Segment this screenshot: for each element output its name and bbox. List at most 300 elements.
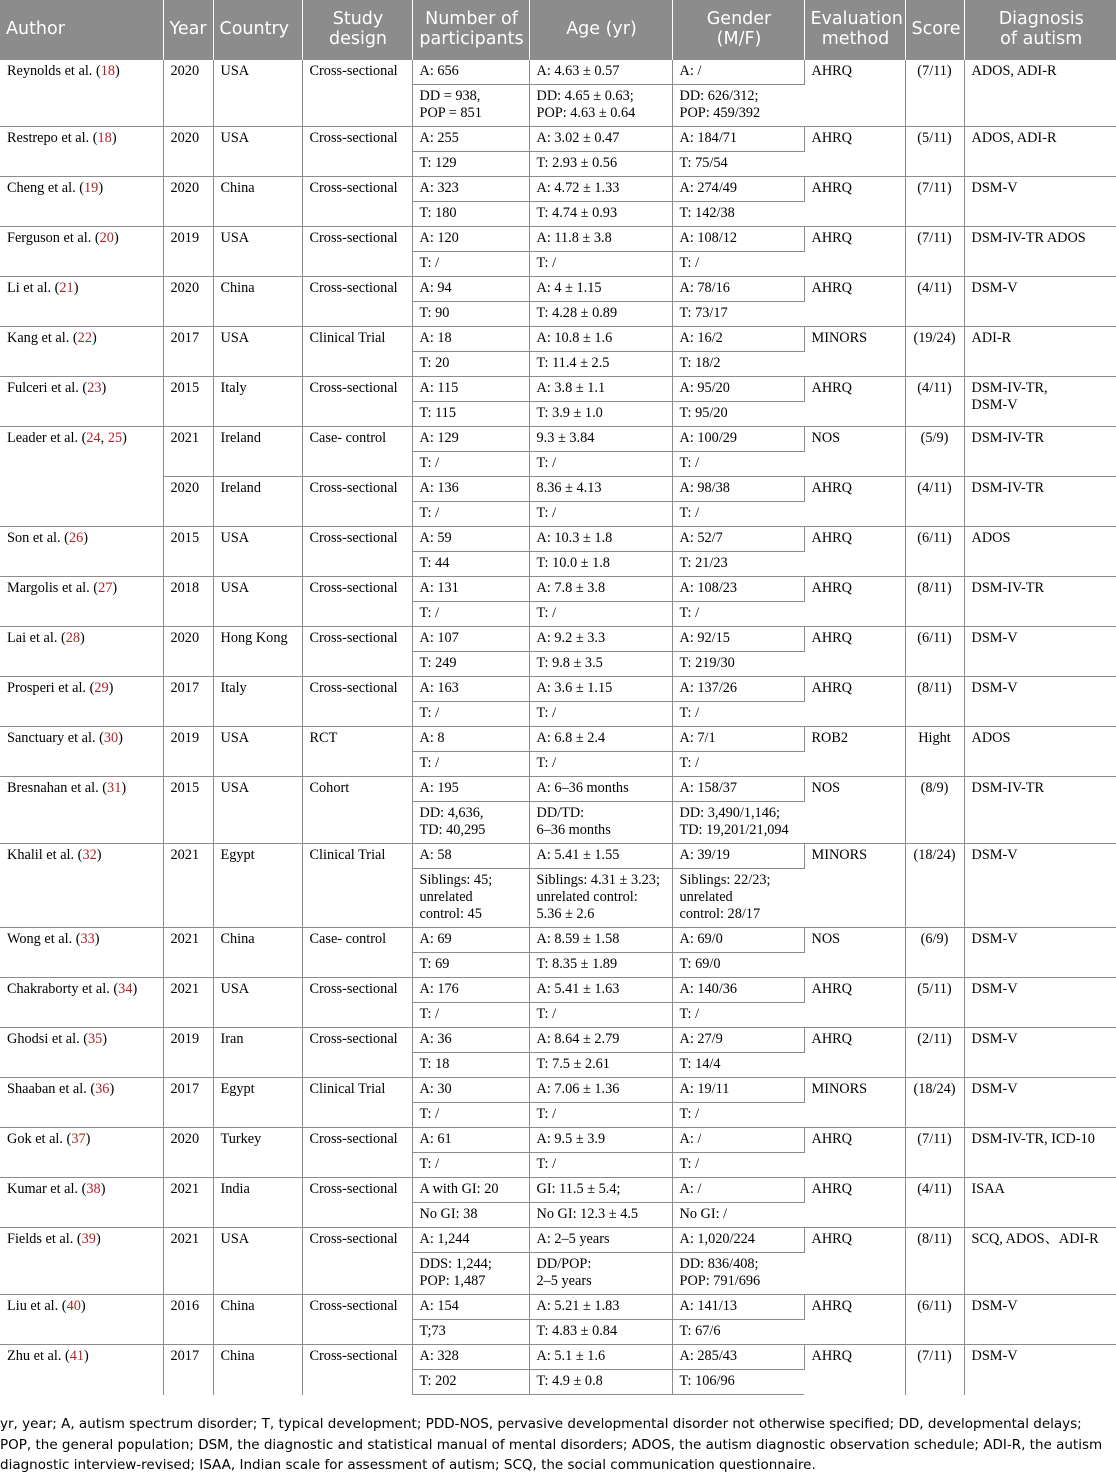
age-cell: [529, 1128, 672, 1153]
participants-cell: [412, 1253, 529, 1295]
evaluation-cell-text: AHRQ: [811, 580, 853, 596]
participants-cell: [412, 869, 529, 928]
gender-cell-text: T: /: [679, 1106, 700, 1122]
age-cell-text: A: 10.3 ± 1.8: [536, 530, 613, 546]
reference-link[interactable]: 31: [107, 780, 122, 796]
age-cell-text: No GI: 12.3 ± 4.5: [536, 1206, 639, 1222]
reference-link[interactable]: 26: [68, 530, 84, 546]
participants-cell-text: T: 20: [419, 355, 450, 371]
evaluation-cell-text: AHRQ: [811, 630, 853, 646]
col-evaluation: Evaluation method: [804, 0, 905, 60]
table-row: [0, 177, 1116, 202]
participants-cell-text: A: 94: [419, 280, 452, 296]
reference-link[interactable]: 36: [95, 1081, 110, 1097]
diagnosis-cell-text: ADI-R: [971, 330, 1012, 346]
diagnosis-cell: [964, 327, 1116, 377]
score-cell-text: (18/24): [913, 1081, 956, 1097]
country-cell: [213, 60, 302, 127]
score-cell: [905, 427, 964, 477]
age-cell-text: T: /: [536, 1006, 557, 1022]
age-cell-text: T: 2.93 ± 0.56: [536, 155, 618, 171]
reference-link[interactable]: 32: [82, 847, 97, 863]
reference-link[interactable]: 18: [100, 63, 116, 79]
participants-cell: [412, 377, 529, 402]
col-country: Country: [213, 0, 302, 60]
score-cell-text: (8/11): [917, 580, 952, 596]
age-cell-text: A: 3.8 ± 1.1: [536, 380, 606, 396]
design-cell: [302, 577, 412, 627]
author-cell: Restrepo et al. (18): [0, 127, 163, 177]
age-cell-text: A: 8.64 ± 2.79: [536, 1031, 620, 1047]
author-name: Cheng et al. (: [7, 180, 85, 196]
year-cell: [163, 60, 213, 127]
score-cell-text: (19/24): [913, 330, 956, 346]
gender-cell-text: T: 95/20: [679, 405, 728, 421]
score-cell: [905, 844, 964, 928]
diagnosis-cell: [964, 978, 1116, 1028]
age-cell-text: 8.36 ± 4.13: [536, 480, 602, 496]
author-name: Ghodsi et al. (: [7, 1031, 88, 1047]
age-cell-text: T: /: [536, 1106, 557, 1122]
gender-cell-text: A: /: [679, 1131, 702, 1147]
gender-cell-text: A: 108/23: [679, 580, 738, 596]
participants-cell-text: A: 656: [419, 63, 459, 79]
score-cell-text: (5/11): [917, 130, 952, 146]
country-cell-text: China: [220, 1298, 255, 1314]
diagnosis-cell: [964, 1178, 1116, 1228]
score-cell: [905, 777, 964, 844]
age-cell: [529, 602, 672, 627]
evaluation-cell-text: ROB2: [811, 730, 849, 746]
gender-cell: [672, 152, 804, 177]
gender-cell: [672, 1128, 804, 1153]
design-cell: [302, 327, 412, 377]
evaluation-cell: [804, 978, 905, 1028]
design-cell-text: Cross-sectional: [309, 480, 398, 496]
gender-cell: [672, 277, 804, 302]
diagnosis-cell: [964, 777, 1116, 844]
table-row: [0, 727, 1116, 752]
author-cell: Wong et al. (33): [0, 928, 163, 978]
author-cell: Ferguson et al. (20): [0, 227, 163, 277]
evaluation-cell: [804, 60, 905, 127]
design-cell-text: Case- control: [309, 931, 387, 947]
reference-link[interactable]: 40: [66, 1298, 81, 1314]
participants-cell-text: A: 58: [419, 847, 452, 863]
author-name: Margolis et al. (: [7, 580, 99, 596]
participants-cell-text: T: 44: [419, 555, 450, 571]
participants-cell: [412, 352, 529, 377]
year-cell: [163, 377, 213, 427]
age-cell: [529, 1003, 672, 1028]
participants-cell-text: A: 154: [419, 1298, 459, 1314]
participants-cell-text: T: 69: [419, 956, 450, 972]
gender-cell-text: T: /: [679, 1006, 700, 1022]
year-cell: [163, 727, 213, 777]
country-cell-text: Hong Kong: [220, 630, 288, 646]
reference-link[interactable]: 21: [59, 280, 74, 296]
gender-cell: [672, 627, 804, 652]
gender-cell: [672, 127, 804, 152]
age-cell-text: DD/POP: 2–5 years: [536, 1256, 592, 1289]
country-cell: [213, 627, 302, 677]
diagnosis-cell-text: ADOS: [971, 530, 1011, 546]
gender-cell-text: A: 19/11: [679, 1081, 730, 1097]
year-cell: [163, 1178, 213, 1228]
reference-link[interactable]: 20: [99, 230, 114, 246]
evaluation-cell-text: NOS: [811, 780, 841, 796]
year-cell: [163, 477, 213, 527]
diagnosis-cell: [964, 677, 1116, 727]
participants-cell: [412, 777, 529, 802]
score-cell-text: (4/11): [917, 1181, 952, 1197]
score-cell: [905, 1295, 964, 1345]
gender-cell: [672, 1078, 804, 1103]
gender-cell: [672, 302, 804, 327]
country-cell: [213, 844, 302, 928]
author-name: Ferguson et al. (: [7, 230, 100, 246]
age-cell-text: A: 5.1 ± 1.6: [536, 1348, 606, 1364]
age-cell-text: T: 10.0 ± 1.8: [536, 555, 610, 571]
age-cell-text: T: /: [536, 605, 557, 621]
evaluation-cell: [804, 377, 905, 427]
participants-cell-text: A: 195: [419, 780, 459, 796]
reference-link[interactable]: 41: [69, 1348, 85, 1364]
reference-link[interactable]: 25: [107, 430, 123, 446]
participants-cell-text: A with GI: 20: [419, 1181, 499, 1197]
table-row: [0, 1228, 1116, 1253]
evaluation-cell: [804, 677, 905, 727]
author-cell: Lai et al. (28): [0, 627, 163, 677]
age-cell-text: A: 7.06 ± 1.36: [536, 1081, 620, 1097]
participants-cell-text: No GI: 38: [419, 1206, 478, 1222]
country-cell-text: USA: [220, 780, 250, 796]
author-name: Bresnahan et al. (: [7, 780, 108, 796]
country-cell-text: USA: [220, 230, 250, 246]
gender-cell-text: T: /: [679, 755, 700, 771]
participants-cell: [412, 1295, 529, 1320]
participants-cell: [412, 302, 529, 327]
country-cell: [213, 427, 302, 477]
country-cell: [213, 577, 302, 627]
gender-cell: [672, 702, 804, 727]
diagnosis-cell-text: DSM-V: [971, 680, 1018, 696]
design-cell-text: Cross-sectional: [309, 1131, 398, 1147]
age-cell-text: A: 11.8 ± 3.8: [536, 230, 612, 246]
gender-cell: [672, 402, 804, 427]
age-cell-text: A: 3.6 ± 1.15: [536, 680, 613, 696]
participants-cell: [412, 1128, 529, 1153]
design-cell: [302, 1228, 412, 1295]
gender-cell: [672, 1228, 804, 1253]
diagnosis-cell-text: DSM-IV-TR: [971, 780, 1045, 796]
age-cell: [529, 477, 672, 502]
evaluation-cell: [804, 427, 905, 477]
score-cell: [905, 327, 964, 377]
score-cell-text: (18/24): [913, 847, 956, 863]
diagnosis-cell-text: ISAA: [971, 1181, 1005, 1197]
country-cell-text: China: [220, 280, 255, 296]
participants-cell-text: A: 131: [419, 580, 459, 596]
author-cell: Shaaban et al. (36): [0, 1078, 163, 1128]
year-cell-text: 2015: [170, 780, 200, 796]
country-cell-text: USA: [220, 580, 250, 596]
gender-cell: [672, 777, 804, 802]
reference-link[interactable]: 34: [118, 981, 133, 997]
age-cell-text: T: 3.9 ± 1.0: [536, 405, 603, 421]
age-cell: [529, 202, 672, 227]
age-cell-text: T: 8.35 ± 1.89: [536, 956, 618, 972]
gender-cell-text: T: /: [679, 255, 700, 271]
reference-link[interactable]: 37: [71, 1131, 86, 1147]
reference-link[interactable]: 30: [103, 730, 119, 746]
age-cell: [529, 777, 672, 802]
design-cell: [302, 60, 412, 127]
author-name: Kang et al. (: [7, 330, 78, 346]
reference-link[interactable]: 39: [81, 1231, 96, 1247]
reference-link[interactable]: 27: [98, 580, 113, 596]
author-name: Khalil et al. (: [7, 847, 83, 863]
table-row: [0, 1345, 1116, 1370]
design-cell-text: Cross-sectional: [309, 380, 398, 396]
reference-link[interactable]: 38: [86, 1181, 101, 1197]
age-cell: [529, 427, 672, 452]
country-cell-text: USA: [220, 730, 250, 746]
participants-cell: [412, 127, 529, 152]
score-cell: [905, 1345, 964, 1395]
col-gender: Gender (M/F): [672, 0, 804, 60]
score-cell-text: (8/11): [917, 1231, 952, 1247]
participants-cell-text: T: /: [419, 455, 440, 471]
gender-cell-text: T: /: [679, 705, 700, 721]
evaluation-cell-text: AHRQ: [811, 130, 853, 146]
year-cell: [163, 1078, 213, 1128]
country-cell-text: India: [220, 1181, 250, 1197]
participants-cell-text: DD = 938, POP = 851: [419, 88, 482, 121]
year-cell: [163, 777, 213, 844]
participants-cell-text: A: 1,244: [419, 1231, 470, 1247]
score-cell-text: (7/11): [917, 180, 952, 196]
age-cell: [529, 1370, 672, 1395]
diagnosis-cell: [964, 1028, 1116, 1078]
table-row: [0, 577, 1116, 602]
gender-cell: [672, 477, 804, 502]
table-row: [0, 1295, 1116, 1320]
participants-cell: [412, 277, 529, 302]
age-cell: [529, 552, 672, 577]
gender-cell: [672, 978, 804, 1003]
diagnosis-cell: [964, 844, 1116, 928]
participants-cell: [412, 402, 529, 427]
gender-cell-text: A: /: [679, 63, 702, 79]
country-cell-text: Egypt: [220, 847, 255, 863]
author-cell: Kumar et al. (38): [0, 1178, 163, 1228]
design-cell-text: Cross-sectional: [309, 280, 398, 296]
age-cell: [529, 352, 672, 377]
author-cell: Ghodsi et al. (35): [0, 1028, 163, 1078]
country-cell: [213, 1228, 302, 1295]
diagnosis-cell-text: DSM-IV-TR, DSM-V: [971, 380, 1048, 413]
participants-cell: [412, 1153, 529, 1178]
score-cell-text: (6/11): [917, 1298, 952, 1314]
diagnosis-cell: [964, 60, 1116, 127]
gender-cell: [672, 1028, 804, 1053]
gender-cell: [672, 1153, 804, 1178]
gender-cell: [672, 1103, 804, 1128]
score-cell-text: (2/11): [917, 1031, 952, 1047]
diagnosis-cell: [964, 1128, 1116, 1178]
year-cell: [163, 1295, 213, 1345]
design-cell: [302, 277, 412, 327]
year-cell: [163, 1228, 213, 1295]
score-cell: [905, 1128, 964, 1178]
evaluation-cell-text: AHRQ: [811, 230, 853, 246]
gender-cell-text: A: 98/38: [679, 480, 730, 496]
country-cell: [213, 1295, 302, 1345]
year-cell-text: 2019: [170, 730, 200, 746]
author-name: Wong et al. (: [7, 931, 81, 947]
gender-cell: [672, 1345, 804, 1370]
design-cell-text: Cross-sectional: [309, 1181, 398, 1197]
participants-cell: [412, 627, 529, 652]
participants-cell-text: Siblings: 45; unrelated control: 45: [419, 872, 493, 922]
age-cell-text: T: /: [536, 755, 557, 771]
participants-cell: [412, 1320, 529, 1345]
score-cell-text: (5/9): [920, 430, 949, 446]
age-cell-text: T: /: [536, 705, 557, 721]
table-row: [0, 477, 1116, 502]
year-cell-text: 2016: [170, 1298, 200, 1314]
country-cell-text: China: [220, 1348, 255, 1364]
gender-cell-text: T: 106/96: [679, 1373, 735, 1389]
age-cell: [529, 1153, 672, 1178]
diagnosis-cell-text: DSM-V: [971, 280, 1018, 296]
gender-cell: [672, 1178, 804, 1203]
age-cell: [529, 627, 672, 652]
participants-cell-text: A: 18: [419, 330, 452, 346]
reference-link[interactable]: 19: [84, 180, 99, 196]
diagnosis-cell: [964, 127, 1116, 177]
diagnosis-cell: [964, 227, 1116, 277]
gender-cell: [672, 227, 804, 252]
evaluation-cell-text: AHRQ: [811, 981, 853, 997]
author-cell: Fulceri et al. (23): [0, 377, 163, 427]
age-cell-text: A: 4 ± 1.15: [536, 280, 602, 296]
age-cell: [529, 177, 672, 202]
participants-cell-text: A: 120: [419, 230, 459, 246]
age-cell: [529, 502, 672, 527]
reference-link[interactable]: 22: [77, 330, 92, 346]
table-row: [0, 527, 1116, 552]
design-cell-text: Cross-sectional: [309, 130, 398, 146]
reference-link[interactable]: 33: [80, 931, 95, 947]
gender-cell-text: T: 219/30: [679, 655, 735, 671]
design-cell: [302, 1128, 412, 1178]
evaluation-cell: [804, 1228, 905, 1295]
country-cell: [213, 527, 302, 577]
year-cell-text: 2019: [170, 1031, 200, 1047]
reference-link[interactable]: 24: [86, 430, 101, 446]
country-cell: [213, 978, 302, 1028]
age-cell-text: A: 8.59 ± 1.58: [536, 931, 620, 947]
age-cell: [529, 1320, 672, 1345]
age-cell-text: T: 11.4 ± 2.5: [536, 355, 610, 371]
age-cell-text: T: 4.83 ± 0.84: [536, 1323, 618, 1339]
gender-cell-text: A: 95/20: [679, 380, 730, 396]
design-cell: [302, 477, 412, 527]
participants-cell-text: A: 61: [419, 1131, 452, 1147]
reference-link[interactable]: 18: [97, 130, 112, 146]
diagnosis-cell: [964, 277, 1116, 327]
age-cell: [529, 978, 672, 1003]
table-body: [0, 60, 1116, 1395]
evaluation-cell-text: NOS: [811, 430, 841, 446]
participants-cell: [412, 1003, 529, 1028]
gender-cell: [672, 752, 804, 777]
age-cell-text: A: 9.5 ± 3.9: [536, 1131, 606, 1147]
evaluation-cell: [804, 777, 905, 844]
score-cell-text: (8/11): [917, 680, 952, 696]
age-cell: [529, 85, 672, 127]
diagnosis-cell: [964, 1078, 1116, 1128]
reference-link[interactable]: 23: [87, 380, 102, 396]
participants-cell: [412, 702, 529, 727]
participants-cell-text: DDS: 1,244; POP: 1,487: [419, 1256, 492, 1289]
evaluation-cell-text: MINORS: [811, 847, 868, 863]
evaluation-cell-text: MINORS: [811, 330, 868, 346]
diagnosis-cell: [964, 1345, 1116, 1395]
diagnosis-cell: [964, 377, 1116, 427]
evaluation-cell: [804, 1128, 905, 1178]
gender-cell-text: A: 274/49: [679, 180, 738, 196]
participants-cell: [412, 1078, 529, 1103]
reference-link[interactable]: 28: [65, 630, 81, 646]
score-cell: [905, 377, 964, 427]
gender-cell: [672, 1295, 804, 1320]
participants-cell: [412, 202, 529, 227]
participants-cell-text: T: /: [419, 1006, 440, 1022]
gender-cell-text: T: 142/38: [679, 205, 735, 221]
evaluation-cell-text: AHRQ: [811, 63, 853, 79]
age-cell: [529, 402, 672, 427]
reference-link[interactable]: 29: [94, 680, 109, 696]
age-cell-text: A: 5.41 ± 1.63: [536, 981, 620, 997]
table-row: [0, 227, 1116, 252]
score-cell-text: (4/11): [917, 380, 952, 396]
score-cell-text: (7/11): [917, 1131, 952, 1147]
design-cell-text: Clinical Trial: [309, 330, 386, 346]
score-cell-text: (7/11): [917, 63, 952, 79]
participants-cell-text: T: 129: [419, 155, 457, 171]
evaluation-cell: [804, 127, 905, 177]
author-cell: [0, 427, 163, 527]
gender-cell: [672, 327, 804, 352]
age-cell-text: T: /: [536, 1156, 557, 1172]
author-name: Zhu et al. (: [7, 1348, 70, 1364]
age-cell: [529, 702, 672, 727]
year-cell: [163, 1028, 213, 1078]
score-cell: [905, 1028, 964, 1078]
score-cell: [905, 1078, 964, 1128]
reference-link[interactable]: 35: [88, 1031, 103, 1047]
participants-cell-text: T: 90: [419, 305, 450, 321]
author-cell: Son et al. (26): [0, 527, 163, 577]
gender-cell: [672, 252, 804, 277]
evaluation-cell-text: AHRQ: [811, 480, 853, 496]
gender-cell: [672, 377, 804, 402]
country-cell: [213, 677, 302, 727]
gender-cell-text: A: 69/0: [679, 931, 723, 947]
